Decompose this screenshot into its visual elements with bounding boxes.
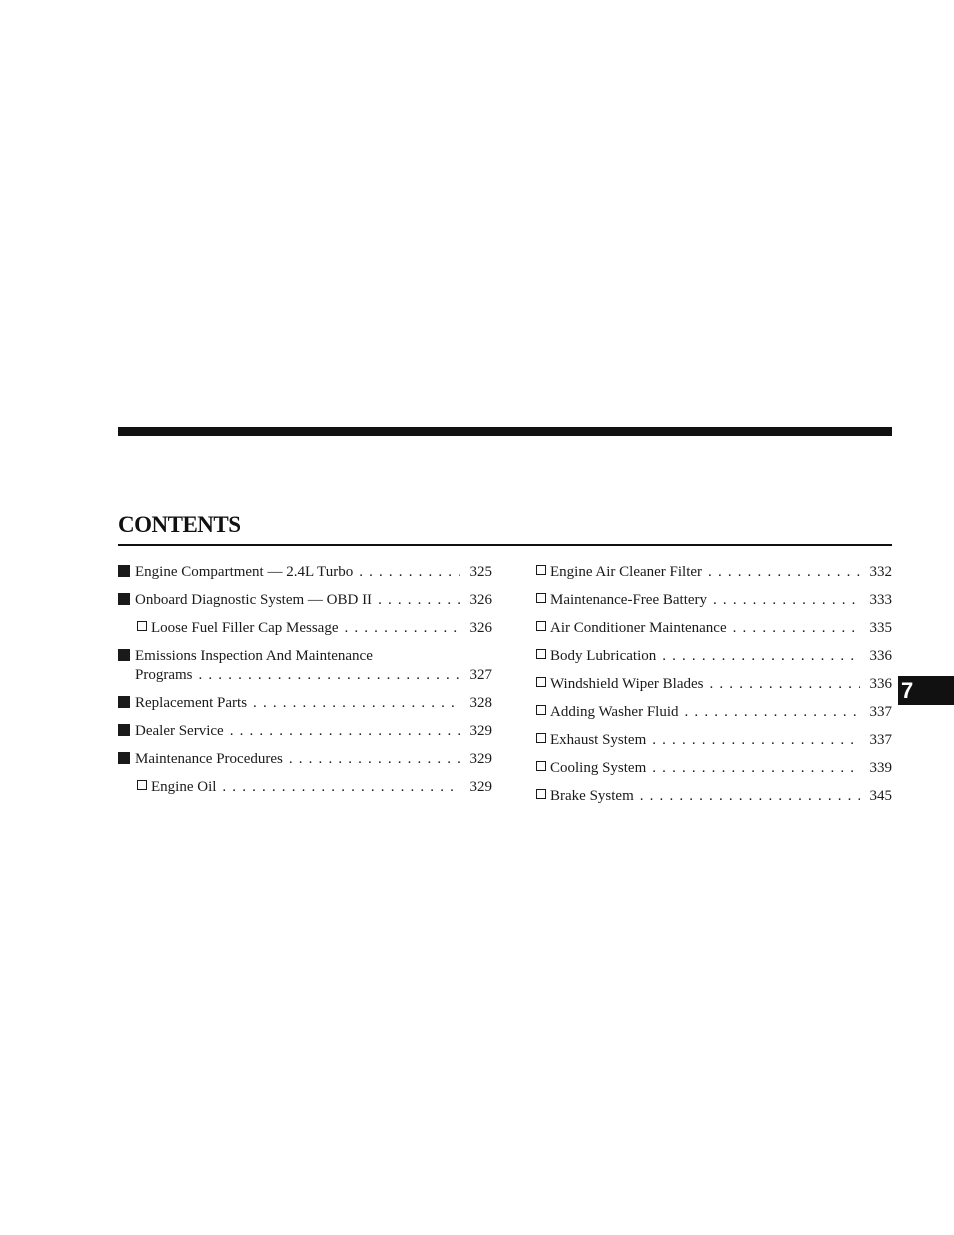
toc-subentry[interactable] — [536, 787, 892, 815]
toc-entry-label: Engine Oil — [151, 779, 217, 795]
toc-entry-label: Emissions Inspection And Maintenance — [135, 648, 373, 664]
toc-entry[interactable] — [118, 722, 492, 750]
hollow-square-bullet-icon — [137, 621, 147, 631]
top-rule — [118, 427, 892, 436]
dot-leader — [710, 675, 861, 694]
toc-subentry[interactable] — [536, 563, 892, 591]
toc-entry-label: Engine Air Cleaner Filter — [550, 564, 703, 580]
dot-leader — [230, 722, 460, 741]
filled-square-bullet-icon — [118, 752, 130, 764]
filled-square-bullet-icon — [118, 593, 130, 605]
toc-subentry[interactable] — [118, 619, 492, 647]
chapter-tab[interactable]: 7 — [898, 676, 954, 705]
toc-entry-label: Replacement Parts — [135, 695, 248, 711]
toc-subentry[interactable] — [536, 619, 892, 647]
dot-leader — [733, 619, 860, 638]
hollow-square-bullet-icon — [536, 565, 546, 575]
dot-leader — [652, 731, 860, 750]
toc-page-number: 329 — [469, 723, 492, 739]
toc-page-number: 339 — [869, 760, 892, 776]
toc-entry-label: Maintenance Procedures — [135, 751, 283, 767]
toc-page-number: 336 — [869, 676, 892, 692]
toc-entry-label: Cooling System — [550, 760, 647, 776]
dot-leader — [378, 591, 460, 610]
dot-leader — [289, 750, 460, 769]
toc-page-number: 345 — [869, 788, 892, 804]
toc-subentry[interactable] — [536, 647, 892, 675]
toc-entry-label: Onboard Diagnostic System — OBD II — [135, 592, 373, 608]
toc-entry[interactable] — [118, 563, 492, 591]
dot-leader — [652, 759, 860, 778]
toc-entry[interactable] — [118, 591, 492, 619]
toc-entry-label: Windshield Wiper Blades — [550, 676, 704, 692]
dot-leader — [253, 694, 460, 713]
toc-entry-label: Air Conditioner Maintenance — [550, 620, 727, 636]
dot-leader — [713, 591, 860, 610]
toc-entry-label: Brake System — [550, 788, 634, 804]
toc-page-number: 337 — [869, 704, 892, 720]
dot-leader — [344, 619, 460, 638]
toc-entry-label: Engine Compartment — 2.4L Turbo — [135, 564, 354, 580]
filled-square-bullet-icon — [118, 649, 130, 661]
dot-leader — [199, 666, 461, 685]
toc-page-number: 333 — [869, 592, 892, 608]
toc-page-number: 329 — [469, 751, 492, 767]
toc-subentry[interactable] — [536, 731, 892, 759]
toc-entry-label-continued: Programs — [135, 667, 193, 683]
dot-leader — [662, 647, 860, 666]
toc-page-number: 328 — [469, 695, 492, 711]
toc-page-number: 326 — [469, 592, 492, 608]
toc-left-column — [118, 563, 492, 806]
toc-entry-label: Dealer Service — [135, 723, 224, 739]
page-title: CONTENTS — [118, 512, 241, 537]
hollow-square-bullet-icon — [536, 733, 546, 743]
toc-page-number: 329 — [469, 779, 492, 795]
filled-square-bullet-icon — [118, 724, 130, 736]
filled-square-bullet-icon — [118, 696, 130, 708]
dot-leader — [640, 787, 860, 806]
toc-entry-label: Body Lubrication — [550, 648, 657, 664]
toc-subentry[interactable] — [118, 778, 492, 806]
toc-entry-label: Loose Fuel Filler Cap Message — [151, 620, 339, 636]
toc-subentry[interactable] — [536, 759, 892, 787]
toc-page-number: 325 — [469, 564, 492, 580]
toc-subentry[interactable] — [536, 675, 892, 703]
toc-subentry[interactable] — [536, 591, 892, 619]
dot-leader — [708, 563, 860, 582]
toc-entry-label: Maintenance-Free Battery — [550, 592, 708, 608]
toc-subentry[interactable] — [536, 703, 892, 731]
toc-page-number: 327 — [469, 667, 492, 683]
hollow-square-bullet-icon — [536, 621, 546, 631]
heading-rule — [118, 544, 892, 546]
dot-leader — [359, 563, 460, 582]
toc-page-number: 336 — [869, 648, 892, 664]
toc-page-number: 335 — [869, 620, 892, 636]
toc-entry[interactable] — [118, 694, 492, 722]
hollow-square-bullet-icon — [137, 780, 147, 790]
hollow-square-bullet-icon — [536, 677, 546, 687]
hollow-square-bullet-icon — [536, 789, 546, 799]
hollow-square-bullet-icon — [536, 761, 546, 771]
toc-entry-label: Adding Washer Fluid — [550, 704, 679, 720]
toc-page-number: 326 — [469, 620, 492, 636]
toc-entry[interactable] — [118, 750, 492, 778]
filled-square-bullet-icon — [118, 565, 130, 577]
dot-leader — [685, 703, 860, 722]
hollow-square-bullet-icon — [536, 705, 546, 715]
toc-page-number: 337 — [869, 732, 892, 748]
dot-leader — [222, 778, 460, 797]
toc-entry-label: Exhaust System — [550, 732, 647, 748]
toc-right-column — [536, 563, 892, 815]
hollow-square-bullet-icon — [536, 649, 546, 659]
toc-entry[interactable] — [118, 647, 492, 694]
hollow-square-bullet-icon — [536, 593, 546, 603]
toc-page-number: 332 — [869, 564, 892, 580]
